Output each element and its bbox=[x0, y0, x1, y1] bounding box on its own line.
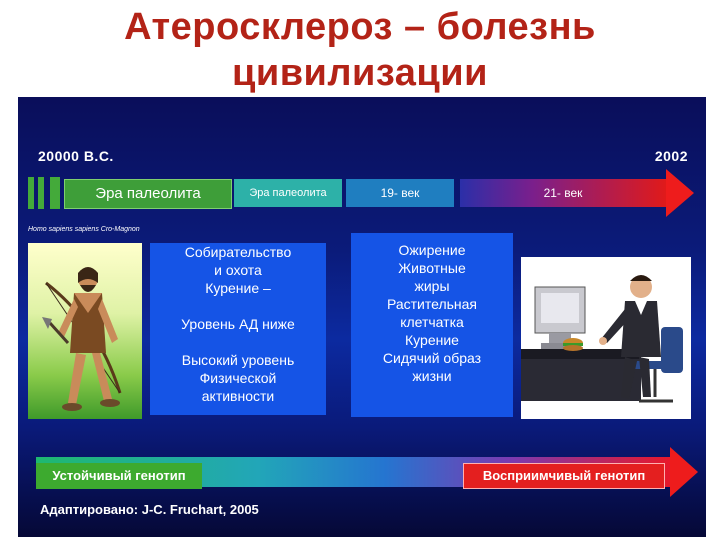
timeline-segment-paleolithic: Эра палеолита bbox=[64, 179, 232, 209]
timeline-segment-21st-century: 21- век bbox=[460, 179, 666, 207]
timeline-arrow-icon bbox=[666, 169, 694, 217]
office-worker-illustration bbox=[521, 257, 691, 419]
timeline-stripe bbox=[38, 177, 44, 209]
image-caption: Homo sapiens sapiens Cro-Magnon bbox=[28, 226, 140, 233]
slide-panel bbox=[18, 97, 706, 537]
caveman-illustration bbox=[28, 243, 142, 419]
timeline-segment-19th-century: 19- век bbox=[346, 179, 454, 207]
resistant-genotype-label: Устойчивый генотип bbox=[36, 463, 202, 489]
paleolithic-lifestyle-text: Собирательство и охота Курение – Уровень АД ниже Высокий уровень Физической активности bbox=[181, 244, 295, 404]
susceptible-genotype-label: Восприимчивый генотип bbox=[463, 463, 665, 489]
timeline-start-year: 20000 B.C. bbox=[38, 148, 114, 164]
timeline-stripe bbox=[28, 177, 34, 209]
timeline-segment-paleolithic-2 bbox=[234, 179, 342, 207]
timeline-end-year: 2002 bbox=[654, 148, 688, 164]
caveman-hunter-icon bbox=[28, 243, 142, 419]
source-citation: Адаптировано: J-C. Fruchart, 2005 bbox=[40, 502, 259, 517]
paleolithic-lifestyle-box bbox=[150, 243, 326, 415]
slide-title: Атеросклероз – болезнь цивилизации bbox=[124, 6, 596, 94]
modern-lifestyle-box bbox=[351, 233, 513, 417]
timeline-stripe bbox=[50, 177, 60, 209]
timeline-segment-label: Эра палеолита bbox=[249, 186, 327, 199]
genotype-arrow-icon bbox=[670, 447, 698, 497]
office-worker-icon bbox=[521, 257, 691, 419]
modern-lifestyle-text: Ожирение Животные жиры Растительная клетчатка Курение Сидячий образ жизни bbox=[382, 242, 482, 384]
